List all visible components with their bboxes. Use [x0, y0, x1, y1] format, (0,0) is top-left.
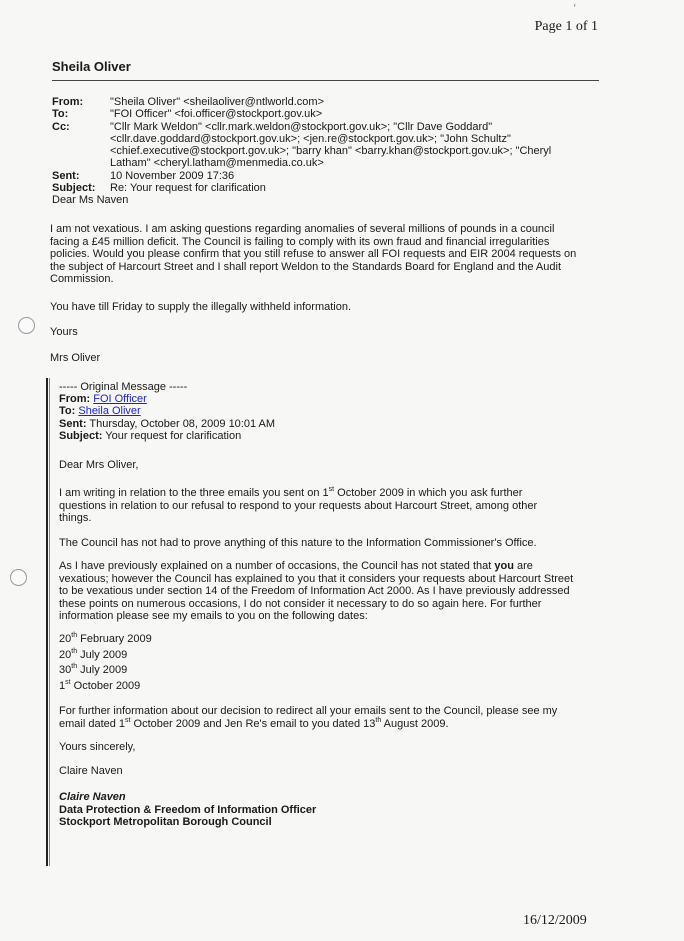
signature-block [59, 791, 316, 829]
body-paragraph-1: I am not vexatious. I am asking questions regarding anomalies of several millions of pounds in a council facing a £45 million deficit. The Council is failing to comply with its own fraud and financial irregularities policies. Would you please confirm that you still refuse to answer all FOI requests and EIR 2004 requests on the subject of Harcourt Street and I shall report Weldon to the Standards Board for England and the Audit Commission. [50, 223, 577, 285]
page-number: Page 1 of 1 [534, 19, 598, 34]
header-divider [52, 80, 599, 81]
p3-text-a: As I have previously explained on a number of occasions, the Council has not stated that [59, 560, 495, 572]
to-label: To: [52, 108, 69, 120]
signature-organisation: Stockport Metropolitan Borough Council [59, 816, 272, 828]
original-paragraph-3 [59, 560, 575, 623]
sender-name-heading: Sheila Oliver [52, 59, 131, 74]
to-row [52, 108, 590, 120]
p4-text-c: August 2009. [381, 717, 449, 730]
date-rest: July 2009 [77, 664, 128, 676]
greeting: Dear Ms Naven [52, 194, 129, 206]
original-divider: ----- Original Message ----- [59, 381, 188, 393]
subject-value: Re: Your request for clarification [110, 182, 266, 194]
body-paragraph-2: You have till Friday to supply the illegally withheld information. [50, 301, 352, 313]
original-to-link[interactable]: Sheila Oliver [78, 405, 141, 417]
original-from-label: From: [59, 393, 91, 405]
signature: Mrs Oliver [50, 352, 101, 364]
original-subject-value: Your request for clarification [105, 430, 242, 442]
p4-text-b: October 2009 and Jen Re's email to you dated 13 [130, 717, 376, 730]
p1-sup: st [328, 486, 335, 493]
date-rest: October 2009 [70, 679, 141, 692]
original-sent-label: Sent: [59, 418, 87, 430]
date-rest: July 2009 [77, 648, 128, 661]
scan-mark: ' [574, 3, 576, 13]
from-row [52, 96, 590, 108]
date-item [59, 664, 152, 677]
date-sup: th [71, 632, 78, 639]
punch-hole [18, 317, 35, 334]
cc-value: "Cllr Mark Weldon" <cllr.mark.weldon@stockport.gov.uk>; "Cllr Dave Goddard" <cllr.dave.goddard@stockport.gov.uk>; <jen.re@stockport.gov.uk>; "John Schultz" <chief.executive@stockport.gov.uk>; "barry khan" <barry.khan@stockport.gov.uk>; "Cheryl Latham" <cheryl.latham@menmedia.co.uk> [110, 121, 552, 169]
sent-row [52, 170, 590, 182]
signature-title: Data Protection & Freedom of Information Officer [59, 803, 317, 816]
original-paragraph-4 [59, 705, 579, 730]
date-day: 1 [59, 679, 66, 692]
original-sent-value: Thursday, October 08, 2009 10:01 AM [89, 418, 276, 430]
date-day: 30 [59, 664, 72, 676]
subject-row [52, 182, 590, 194]
date-item [59, 680, 152, 693]
original-closing: Yours sincerely, [59, 741, 136, 753]
from-label: From: [52, 96, 84, 108]
date-day: 20 [59, 648, 72, 661]
sent-value: 10 November 2009 17:36 [110, 170, 235, 182]
original-from-row [59, 393, 147, 406]
quote-bar-inner [49, 378, 50, 866]
cc-label: Cc: [52, 121, 70, 133]
subject-label: Subject: [52, 182, 96, 194]
original-to-row [59, 405, 141, 418]
date-sup: st [65, 678, 71, 686]
p4-sup-2: th [375, 716, 382, 724]
original-to-label: To: [59, 405, 76, 417]
from-value: "Sheila Oliver" <sheilaoliver@ntlworld.com> [110, 96, 325, 108]
p4-text-a: For further information about our decision to redirect all your emails sent to the Council, please see my email dated 1 [59, 705, 558, 730]
date-list [59, 633, 152, 692]
original-subject-label: Subject: [59, 430, 103, 442]
p3-bold: you [494, 560, 514, 572]
original-subject-row [59, 430, 241, 443]
original-sent-row [59, 418, 275, 431]
original-paragraph-1 [59, 487, 567, 525]
p4-sup-1: st [125, 716, 131, 724]
sent-label: Sent: [52, 170, 80, 182]
to-value: "FOI Officer" <foi.officer@stockport.gov.uk> [110, 108, 323, 120]
footer-date: 16/12/2009 [523, 913, 587, 928]
punch-hole [10, 569, 27, 586]
date-day: 20 [59, 633, 72, 645]
closing: Yours [50, 326, 78, 338]
original-name: Claire Naven [59, 765, 123, 777]
cc-row [52, 121, 565, 169]
original-greeting: Dear Mrs Oliver, [59, 459, 139, 471]
p3-text-b: are vexatious; however the Council has explained to you that it considers your requests about Harcourt Street to be vexatious under section 14 of the Freedom of Information Act 2000. As I have previously addressed these points on numerous occasions, I do not consider it necessary to do so again here. For further information please see my emails to you on the following dates: [59, 560, 574, 622]
date-sup: th [71, 663, 78, 670]
original-paragraph-2: The Council has not had to prove anything of this nature to the Information Commissioner's Office. [59, 537, 537, 549]
date-sup: th [71, 647, 78, 655]
original-from-link[interactable]: FOI Officer [93, 393, 147, 405]
date-rest: February 2009 [77, 633, 152, 645]
date-item [59, 649, 152, 662]
p1-text-b: October 2009 in which you ask further questions in relation to our refusal to respond to your requests about Harcourt Street, among other things. [59, 487, 538, 524]
quote-bar [46, 378, 48, 866]
date-item [59, 633, 152, 646]
signature-name: Claire Naven [59, 791, 126, 803]
p1-text-a: I am writing in relation to the three emails you sent on 1 [59, 487, 329, 499]
